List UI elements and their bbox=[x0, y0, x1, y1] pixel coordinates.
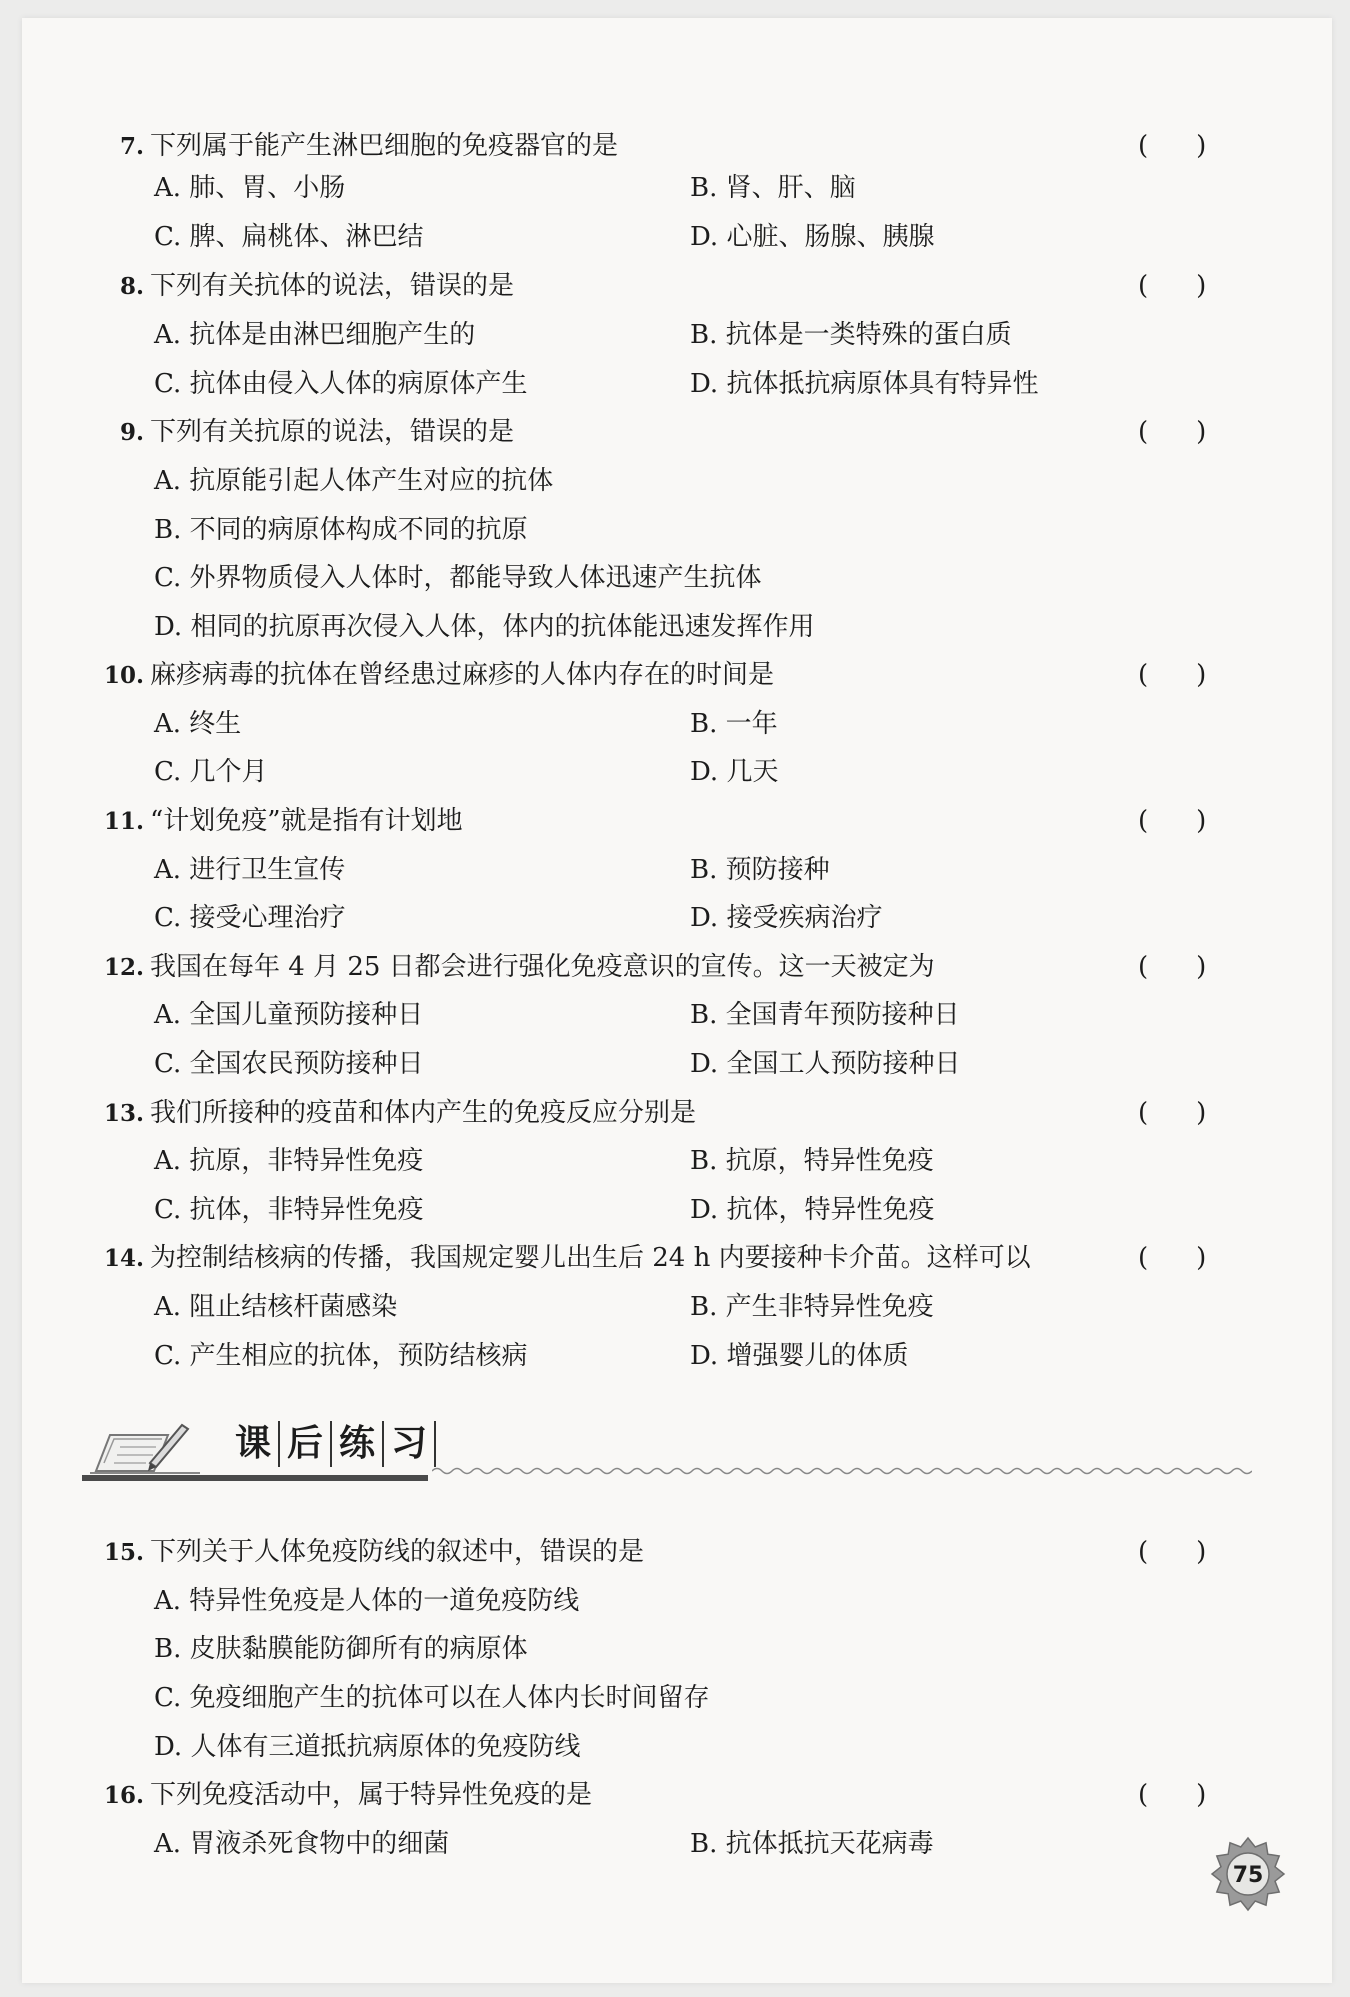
question-stem bbox=[100, 1238, 1031, 1278]
notebook-pen-icon bbox=[90, 1419, 210, 1475]
question-stem bbox=[100, 655, 774, 695]
option-a[interactable]: A. 抗原能引起人体产生对应的抗体 bbox=[154, 466, 554, 496]
question-stem bbox=[100, 126, 618, 166]
question-number: 14. bbox=[103, 1245, 144, 1272]
option-c[interactable]: C. 脾、扁桃体、淋巴结 bbox=[154, 222, 424, 252]
answer-blank[interactable]: () bbox=[1138, 952, 1255, 982]
page-number-badge bbox=[1210, 1836, 1286, 1912]
question-text: 我们所接种的疫苗和体内产生的免疫反应分别是 bbox=[150, 1098, 697, 1128]
option-b[interactable]: B. 皮肤黏膜能防御所有的病原体 bbox=[154, 1634, 528, 1664]
question-number: 11. bbox=[103, 808, 144, 835]
option-c[interactable]: C. 外界物质侵入人体时，都能导致人体迅速产生抗体 bbox=[154, 563, 762, 593]
option-a[interactable]: A. 抗体是由淋巴细胞产生的 bbox=[154, 320, 476, 350]
page-number: 75 bbox=[1232, 1863, 1264, 1888]
option-d[interactable]: D. 相同的抗原再次侵入人体，体内的抗体能迅速发挥作用 bbox=[154, 612, 815, 642]
question-number: 7. bbox=[119, 133, 144, 160]
question-number: 12. bbox=[103, 954, 144, 981]
option-a[interactable]: A. 终生 bbox=[154, 709, 242, 739]
answer-blank[interactable]: () bbox=[1138, 1098, 1255, 1128]
option-a[interactable]: A. 肺、胃、小肠 bbox=[154, 173, 346, 203]
question-number: 8. bbox=[119, 273, 144, 300]
question-stem bbox=[100, 801, 463, 841]
question-text: 下列关于人体免疫防线的叙述中，错误的是 bbox=[150, 1537, 645, 1567]
option-c[interactable]: C. 抗体，非特异性免疫 bbox=[154, 1195, 424, 1225]
answer-blank[interactable]: () bbox=[1138, 806, 1255, 836]
option-b[interactable]: B. 抗原，特异性免疫 bbox=[690, 1146, 934, 1176]
question-stem bbox=[100, 1532, 644, 1572]
option-c[interactable]: C. 几个月 bbox=[154, 757, 268, 787]
answer-blank[interactable]: () bbox=[1138, 1537, 1255, 1567]
option-d[interactable]: D. 人体有三道抵抗病原体的免疫防线 bbox=[154, 1732, 581, 1762]
question-text: 下列有关抗原的说法，错误的是 bbox=[150, 417, 515, 447]
question-text: “计划免疫”就是指有计划地 bbox=[150, 806, 463, 836]
option-a[interactable]: A. 抗原，非特异性免疫 bbox=[154, 1146, 424, 1176]
option-d[interactable]: D. 接受疾病治疗 bbox=[690, 903, 883, 933]
option-b[interactable]: B. 肾、肝、脑 bbox=[690, 173, 856, 203]
option-a[interactable]: A. 全国儿童预防接种日 bbox=[154, 1000, 424, 1030]
option-c[interactable]: C. 接受心理治疗 bbox=[154, 903, 346, 933]
option-c[interactable]: C. 产生相应的抗体，预防结核病 bbox=[154, 1341, 528, 1371]
wavy-divider bbox=[432, 1465, 1252, 1477]
answer-blank[interactable]: () bbox=[1138, 1243, 1255, 1273]
option-a[interactable]: A. 阻止结核杆菌感染 bbox=[154, 1292, 398, 1322]
question-number: 15. bbox=[103, 1539, 144, 1566]
question-text: 下列有关抗体的说法，错误的是 bbox=[150, 271, 515, 301]
section-title-char: 习 bbox=[384, 1421, 436, 1467]
option-b[interactable]: B. 全国青年预防接种日 bbox=[690, 1000, 960, 1030]
section-title-char: 练 bbox=[332, 1421, 384, 1467]
question-stem bbox=[100, 1093, 696, 1133]
section-title-char: 课 bbox=[228, 1421, 280, 1467]
question-text: 下列免疫活动中，属于特异性免疫的是 bbox=[150, 1780, 593, 1810]
question-number: 16. bbox=[103, 1782, 144, 1809]
question-stem bbox=[100, 1775, 592, 1815]
option-b[interactable]: B. 不同的病原体构成不同的抗原 bbox=[154, 515, 528, 545]
question-stem bbox=[100, 266, 514, 306]
option-a[interactable]: A. 胃液杀死食物中的细菌 bbox=[154, 1829, 450, 1859]
option-d[interactable]: D. 抗体抵抗病原体具有特异性 bbox=[690, 369, 1039, 399]
answer-blank[interactable]: () bbox=[1138, 271, 1255, 301]
answer-blank[interactable]: () bbox=[1138, 417, 1255, 447]
question-text: 我国在每年 4 月 25 日都会进行强化免疫意识的宣传。这一天被定为 bbox=[150, 952, 935, 982]
question-stem bbox=[100, 412, 514, 452]
section-banner bbox=[82, 1413, 1252, 1483]
answer-blank[interactable]: () bbox=[1138, 131, 1255, 161]
option-b[interactable]: B. 产生非特异性免疫 bbox=[690, 1292, 934, 1322]
option-d[interactable]: D. 心脏、肠腺、胰腺 bbox=[690, 222, 935, 252]
section-title-char: 后 bbox=[280, 1421, 332, 1467]
question-number: 10. bbox=[103, 662, 144, 689]
option-d[interactable]: D. 增强婴儿的体质 bbox=[690, 1341, 909, 1371]
option-d[interactable]: D. 抗体，特异性免疫 bbox=[690, 1195, 935, 1225]
answer-blank[interactable]: () bbox=[1138, 660, 1255, 690]
option-b[interactable]: B. 一年 bbox=[690, 709, 778, 739]
answer-blank[interactable]: () bbox=[1138, 1780, 1255, 1810]
option-c[interactable]: C. 抗体由侵入人体的病原体产生 bbox=[154, 369, 528, 399]
option-b[interactable]: B. 抗体抵抗天花病毒 bbox=[690, 1829, 934, 1859]
question-number: 9. bbox=[119, 419, 144, 446]
option-a[interactable]: A. 特异性免疫是人体的一道免疫防线 bbox=[154, 1586, 580, 1616]
page bbox=[22, 18, 1332, 1983]
option-d[interactable]: D. 几天 bbox=[690, 757, 779, 787]
option-b[interactable]: B. 抗体是一类特殊的蛋白质 bbox=[690, 320, 1012, 350]
question-number: 13. bbox=[103, 1100, 144, 1127]
question-stem bbox=[100, 947, 935, 987]
option-a[interactable]: A. 进行卫生宣传 bbox=[154, 855, 346, 885]
section-title-box bbox=[82, 1413, 428, 1481]
question-text: 下列属于能产生淋巴细胞的免疫器官的是 bbox=[150, 131, 619, 161]
question-text: 麻疹病毒的抗体在曾经患过麻疹的人体内存在的时间是 bbox=[150, 660, 775, 690]
option-c[interactable]: C. 全国农民预防接种日 bbox=[154, 1049, 424, 1079]
option-c[interactable]: C. 免疫细胞产生的抗体可以在人体内长时间留存 bbox=[154, 1683, 710, 1713]
option-b[interactable]: B. 预防接种 bbox=[690, 855, 830, 885]
question-text: 为控制结核病的传播，我国规定婴儿出生后 24 h 内要接种卡介苗。这样可以 bbox=[150, 1243, 1031, 1273]
option-d[interactable]: D. 全国工人预防接种日 bbox=[690, 1049, 961, 1079]
